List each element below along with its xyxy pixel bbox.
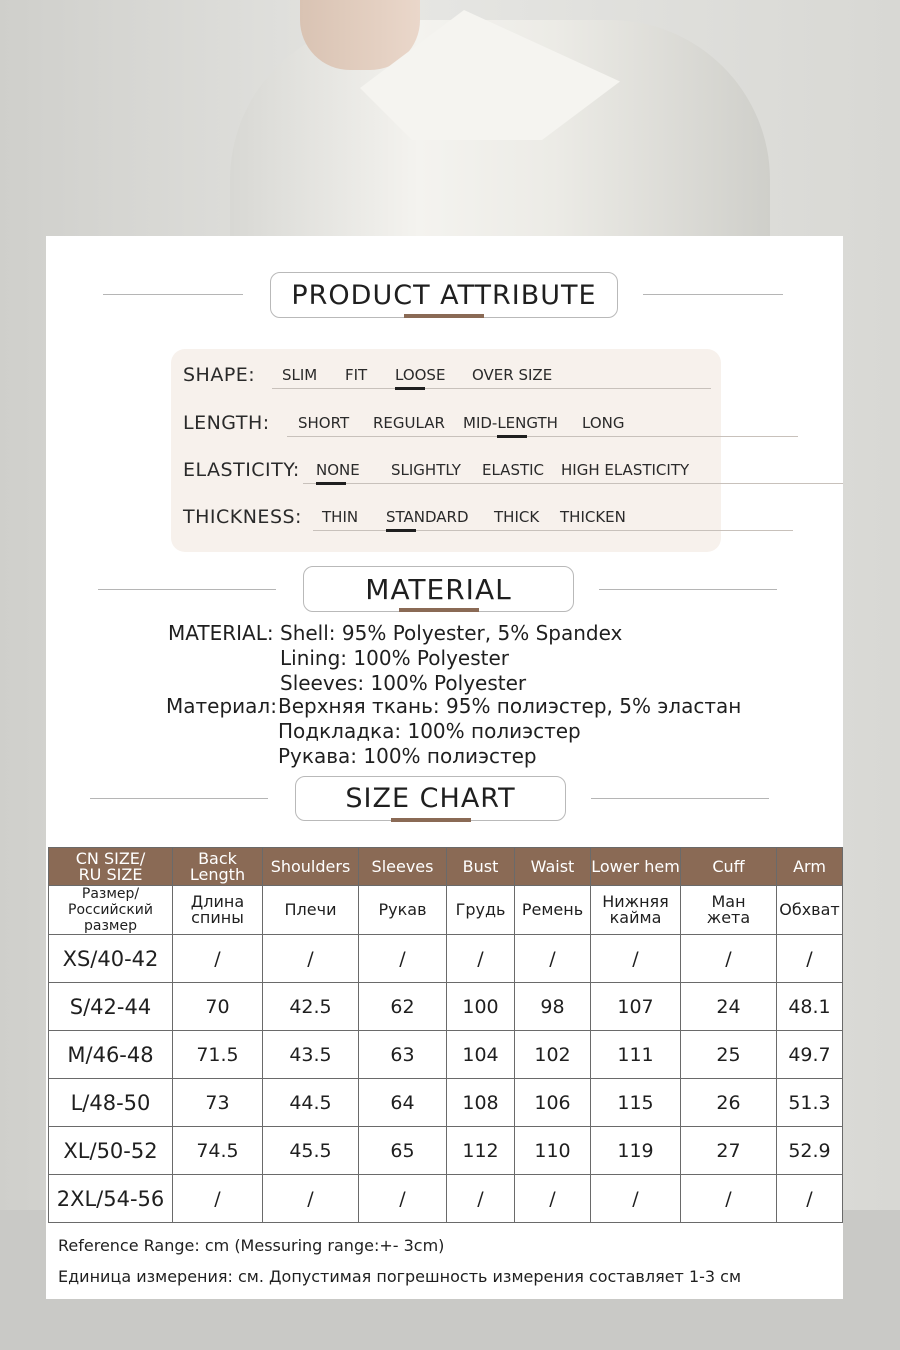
header-row-en	[49, 848, 843, 886]
material-label-en: MATERIAL:	[168, 621, 274, 645]
attribute-panel	[171, 349, 721, 552]
measurement-cell: 26	[681, 1079, 777, 1127]
material-line: Sleeves: 100% Polyester	[280, 671, 527, 695]
measurement-cell: /	[263, 935, 359, 983]
measurement-cell: /	[591, 1175, 681, 1223]
divider-right	[643, 294, 783, 295]
column-header-ru: Рукав	[359, 886, 447, 935]
measurement-cell: 112	[447, 1127, 515, 1175]
column-header-ru: Размер/ Российский размер	[49, 886, 173, 935]
measurement-cell: /	[263, 1175, 359, 1223]
attribute-row	[183, 412, 713, 442]
attribute-option: NONE	[316, 461, 360, 479]
measurement-cell: 100	[447, 983, 515, 1031]
measurement-cell: /	[515, 1175, 591, 1223]
measurement-cell: /	[681, 1175, 777, 1223]
column-header-en: Cuff	[681, 848, 777, 886]
attribute-option: MID-LENGTH	[463, 414, 558, 432]
attribute-row	[183, 364, 713, 394]
column-header-en: Back Length	[173, 848, 263, 886]
measurement-cell: 42.5	[263, 983, 359, 1031]
column-header-ru: Грудь	[447, 886, 515, 935]
table-row	[49, 1079, 843, 1127]
attribute-option: LOOSE	[395, 366, 446, 384]
attribute-label: LENGTH:	[183, 412, 270, 434]
measurement-cell: /	[777, 1175, 843, 1223]
divider-left	[98, 589, 276, 590]
header-row-ru	[49, 886, 843, 935]
table-row	[49, 983, 843, 1031]
measurement-cell: 27	[681, 1127, 777, 1175]
attribute-option: SLIM	[282, 366, 318, 384]
size-label-cell: L/48-50	[49, 1079, 173, 1127]
column-header-ru: Ман жета	[681, 886, 777, 935]
measurement-cell: 25	[681, 1031, 777, 1079]
column-header-en: Sleeves	[359, 848, 447, 886]
column-header-en: Bust	[447, 848, 515, 886]
column-header-en: Arm	[777, 848, 843, 886]
measurement-cell: 74.5	[173, 1127, 263, 1175]
measurement-cell: /	[777, 935, 843, 983]
divider-left	[90, 798, 268, 799]
size-chart-heading: SIZE CHART	[295, 776, 566, 821]
measurement-cell: 63	[359, 1031, 447, 1079]
attribute-baseline	[313, 530, 793, 531]
attribute-option: HIGH ELASTICITY	[561, 461, 690, 479]
selected-option-marker	[316, 482, 346, 485]
divider-right	[591, 798, 769, 799]
attribute-option: THICKEN	[560, 508, 626, 526]
attribute-label: THICKNESS:	[183, 506, 302, 528]
size-label-cell: XL/50-52	[49, 1127, 173, 1175]
size-label-cell: 2XL/54-56	[49, 1175, 173, 1223]
column-header-ru: Плечи	[263, 886, 359, 935]
table-row	[49, 935, 843, 983]
attribute-option: THICK	[494, 508, 540, 526]
table-row	[49, 1127, 843, 1175]
attribute-baseline	[303, 483, 843, 484]
measurement-cell: 24	[681, 983, 777, 1031]
measurement-cell: /	[173, 935, 263, 983]
measurement-cell: 64	[359, 1079, 447, 1127]
heading-accent-bar	[404, 314, 484, 318]
column-header-en: Shoulders	[263, 848, 359, 886]
measurement-cell: 115	[591, 1079, 681, 1127]
measurement-cell: 49.7	[777, 1031, 843, 1079]
material-label-ru: Материал:	[166, 694, 277, 718]
material-line: Подкладка: 100% полиэстер	[278, 719, 581, 743]
attribute-option: LONG	[582, 414, 625, 432]
measurement-cell: 111	[591, 1031, 681, 1079]
size-label-cell: M/46-48	[49, 1031, 173, 1079]
measurement-cell: 106	[515, 1079, 591, 1127]
size-label-cell: S/42-44	[49, 983, 173, 1031]
measurement-cell: /	[447, 935, 515, 983]
heading-accent-bar	[399, 608, 479, 612]
measurement-cell: 44.5	[263, 1079, 359, 1127]
selected-option-marker	[386, 529, 416, 532]
attribute-option: SLIGHTLY	[391, 461, 461, 479]
measurement-cell: 48.1	[777, 983, 843, 1031]
attribute-option: FIT	[345, 366, 368, 384]
measurement-cell: 43.5	[263, 1031, 359, 1079]
product-attribute-heading: PRODUCT ATTRIBUTE	[270, 272, 618, 318]
measurement-cell: /	[359, 1175, 447, 1223]
material-line: Рукава: 100% полиэстер	[278, 744, 537, 768]
column-header-ru: Длина спины	[173, 886, 263, 935]
attribute-option: SHORT	[298, 414, 350, 432]
measurement-cell: 119	[591, 1127, 681, 1175]
material-line: Shell: 95% Polyester, 5% Spandex	[280, 621, 623, 645]
column-header-ru: Ремень	[515, 886, 591, 935]
attribute-row	[183, 459, 713, 489]
attribute-baseline	[287, 436, 798, 437]
attribute-option: OVER SIZE	[472, 366, 553, 384]
size-chart-table	[48, 847, 843, 1223]
selected-option-marker	[497, 435, 527, 438]
measurement-cell: 62	[359, 983, 447, 1031]
divider-left	[103, 294, 243, 295]
size-label-cell: XS/40-42	[49, 935, 173, 983]
attribute-option: THIN	[322, 508, 359, 526]
column-header-ru: Обхват	[777, 886, 843, 935]
attribute-option: STANDARD	[386, 508, 469, 526]
attribute-option: REGULAR	[373, 414, 445, 432]
column-header-en: CN SIZE/ RU SIZE	[49, 848, 173, 886]
measurement-cell: 65	[359, 1127, 447, 1175]
reference-note-en: Reference Range: cm (Messuring range:+- 3cm)	[58, 1236, 445, 1255]
column-header-en: Lower hem	[591, 848, 681, 886]
measurement-cell: 104	[447, 1031, 515, 1079]
measurement-cell: 52.9	[777, 1127, 843, 1175]
measurement-cell: /	[359, 935, 447, 983]
measurement-cell: 73	[173, 1079, 263, 1127]
material-heading: MATERIAL	[303, 566, 574, 612]
measurement-cell: 51.3	[777, 1079, 843, 1127]
measurement-cell: 107	[591, 983, 681, 1031]
attribute-label: ELASTICITY:	[183, 459, 300, 481]
measurement-cell: /	[515, 935, 591, 983]
attribute-row	[183, 506, 713, 536]
attribute-option: ELASTIC	[482, 461, 545, 479]
column-header-ru: Нижняя кайма	[591, 886, 681, 935]
measurement-cell: /	[591, 935, 681, 983]
measurement-cell: 110	[515, 1127, 591, 1175]
measurement-cell: /	[681, 935, 777, 983]
reference-note-ru: Единица измерения: см. Допустимая погрешность измерения составляет 1-3 см	[58, 1267, 742, 1286]
divider-right	[599, 589, 777, 590]
measurement-cell: 102	[515, 1031, 591, 1079]
material-line: Lining: 100% Polyester	[280, 646, 510, 670]
measurement-cell: 108	[447, 1079, 515, 1127]
measurement-cell: 45.5	[263, 1127, 359, 1175]
material-line: Верхняя ткань: 95% полиэстер, 5% эластан	[278, 694, 742, 718]
attribute-label: SHAPE:	[183, 364, 256, 386]
selected-option-marker	[395, 387, 425, 390]
table-row	[49, 1175, 843, 1223]
attribute-baseline	[272, 388, 711, 389]
measurement-cell: /	[447, 1175, 515, 1223]
column-header-en: Waist	[515, 848, 591, 886]
measurement-cell: 70	[173, 983, 263, 1031]
measurement-cell: /	[173, 1175, 263, 1223]
measurement-cell: 98	[515, 983, 591, 1031]
heading-accent-bar	[391, 818, 471, 822]
table-row	[49, 1031, 843, 1079]
measurement-cell: 71.5	[173, 1031, 263, 1079]
info-card	[46, 236, 843, 1299]
